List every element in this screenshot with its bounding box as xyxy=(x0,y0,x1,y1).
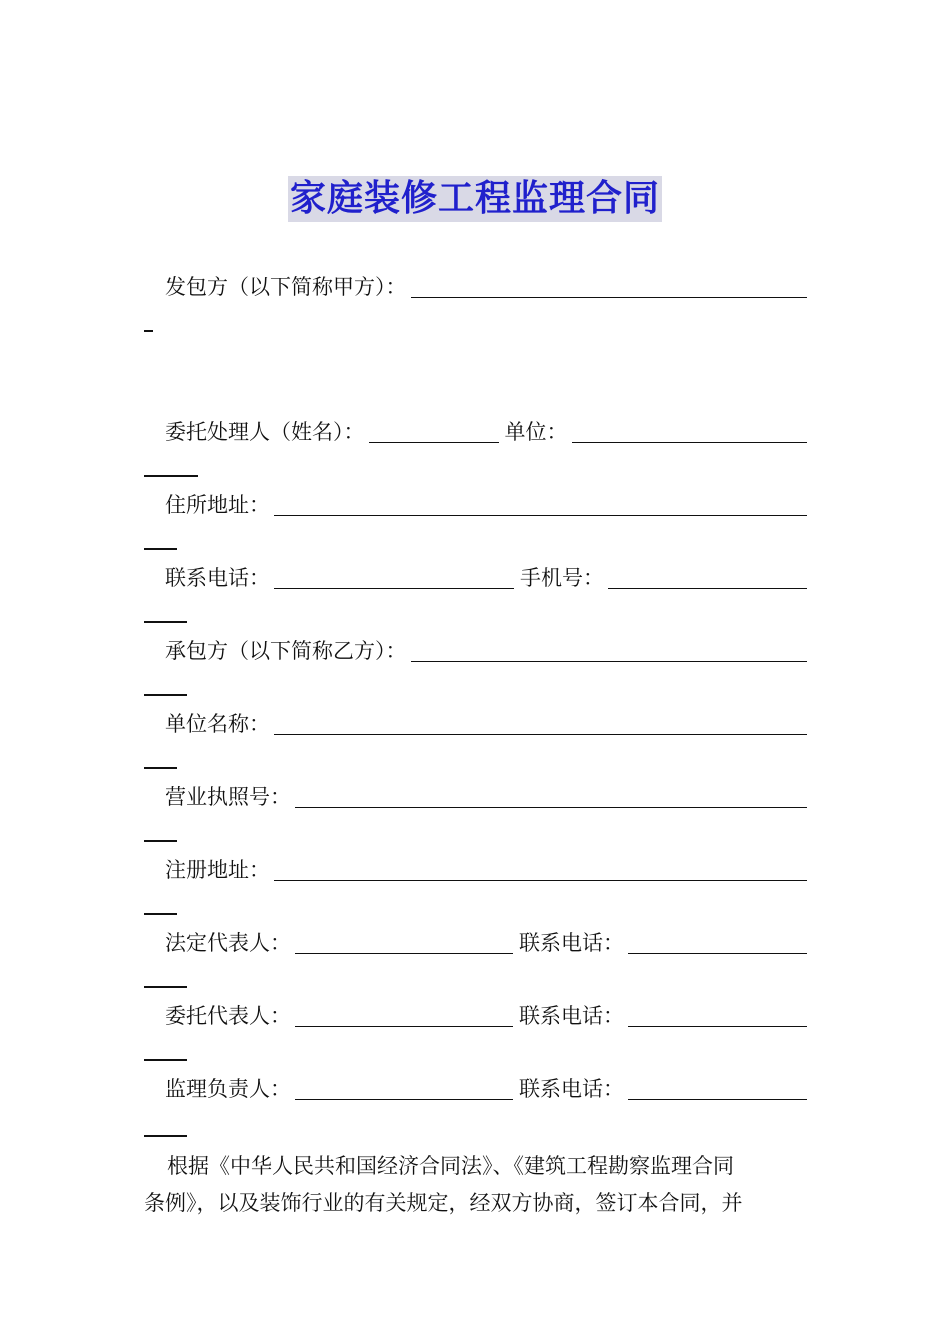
intro-line: 条例》，以及装饰行业的有关规定，经双方协商，签订本合同，并 xyxy=(144,1191,743,1215)
blank-line-continuation xyxy=(144,548,177,550)
field-reg-address xyxy=(165,853,807,887)
field-label: 手机号： xyxy=(520,566,604,590)
field-label: 住所地址： xyxy=(165,493,270,517)
blank-line[interactable] xyxy=(572,416,808,443)
blank-line-continuation xyxy=(144,913,177,915)
blank-line-continuation xyxy=(144,621,187,623)
blank-line-continuation xyxy=(144,1135,187,1137)
field-label: 法定代表人： xyxy=(165,931,291,955)
blank-line-continuation xyxy=(144,767,177,769)
blank-line[interactable] xyxy=(411,635,808,662)
blank-line[interactable] xyxy=(628,927,807,954)
field-label: 单位： xyxy=(504,420,568,444)
blank-line[interactable] xyxy=(274,562,514,589)
field-authorized-rep xyxy=(165,999,807,1033)
intro-paragraph xyxy=(144,1148,806,1222)
blank-line[interactable] xyxy=(295,1000,513,1027)
field-label: 联系电话： xyxy=(165,566,270,590)
field-license xyxy=(165,780,807,814)
field-label: 委托处理人（姓名）： xyxy=(165,420,365,444)
blank-line-continuation xyxy=(144,694,187,696)
field-client xyxy=(165,270,807,304)
field-label: 委托代表人： xyxy=(165,1004,291,1028)
document-title-wrap xyxy=(0,176,950,222)
blank-line-continuation xyxy=(144,986,187,988)
document-title: 家庭装修工程监理合同 xyxy=(288,176,662,222)
blank-line-continuation xyxy=(144,1059,187,1061)
blank-line[interactable] xyxy=(295,1073,513,1100)
intro-line: 根据《中华人民共和国经济合同法》、《建筑工程勘察监理合同 xyxy=(167,1154,734,1178)
blank-line[interactable] xyxy=(274,708,807,735)
field-contractor xyxy=(165,634,807,668)
blank-line-continuation xyxy=(144,840,177,842)
field-label: 联系电话： xyxy=(519,931,624,955)
field-agent xyxy=(165,415,807,449)
blank-line-continuation xyxy=(144,475,198,477)
blank-line[interactable] xyxy=(628,1073,807,1100)
blank-line[interactable] xyxy=(274,854,807,881)
field-label: 注册地址： xyxy=(165,858,270,882)
field-label: 营业执照号： xyxy=(165,785,291,809)
blank-line[interactable] xyxy=(608,562,807,589)
field-legal-rep xyxy=(165,926,807,960)
field-address xyxy=(165,488,807,522)
blank-line[interactable] xyxy=(295,781,807,808)
field-label: 发包方（以下简称甲方）： xyxy=(165,275,407,299)
field-label: 监理负责人： xyxy=(165,1077,291,1101)
field-label: 联系电话： xyxy=(519,1077,624,1101)
blank-line[interactable] xyxy=(628,1000,807,1027)
field-label: 联系电话： xyxy=(519,1004,624,1028)
field-unit-name xyxy=(165,707,807,741)
blank-line[interactable] xyxy=(411,271,808,298)
field-supervisor xyxy=(165,1072,807,1106)
blank-line[interactable] xyxy=(369,416,499,443)
field-label: 承包方（以下简称乙方）： xyxy=(165,639,407,663)
field-label: 单位名称： xyxy=(165,712,270,736)
field-phone xyxy=(165,561,807,595)
blank-line-continuation xyxy=(144,330,153,332)
blank-line[interactable] xyxy=(274,489,807,516)
blank-line[interactable] xyxy=(295,927,513,954)
